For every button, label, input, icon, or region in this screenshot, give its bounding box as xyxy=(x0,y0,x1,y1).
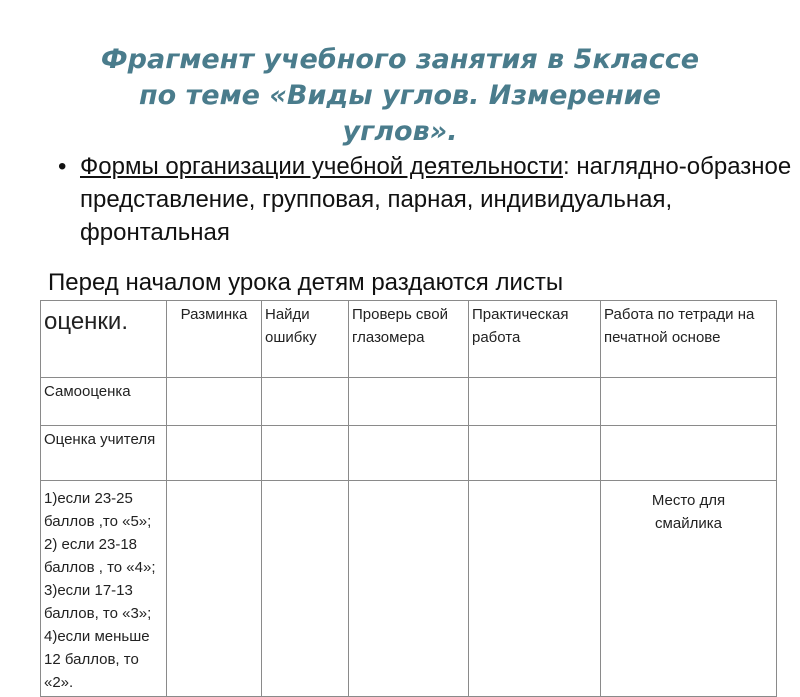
bullet-text: : наглядно-образное представление, групповая, парная, индивидуальная, фронтальная xyxy=(80,153,792,246)
grading-criteria xyxy=(41,481,167,697)
smiley-place-line-2: смайлика xyxy=(655,515,722,532)
row-label-self-assessment: Самооценка xyxy=(41,378,167,426)
intro-text: Перед началом урока детям раздаются листы xyxy=(48,269,564,296)
table-cell xyxy=(167,426,262,481)
bullet-item xyxy=(58,150,800,249)
table-cell xyxy=(167,378,262,426)
table-row xyxy=(41,481,777,697)
table-cell xyxy=(262,481,349,697)
table-cell xyxy=(349,378,469,426)
table-row xyxy=(41,378,777,426)
table-cell xyxy=(349,481,469,697)
criteria-item: 4)если меньше 12 баллов, то «2». xyxy=(44,628,150,691)
row-label-teacher-assessment: Оценка учителя xyxy=(41,426,167,481)
header-warmup: Разминка xyxy=(167,301,262,378)
header-find-error: Найди ошибку xyxy=(262,301,349,378)
grading-table xyxy=(40,300,777,697)
table-cell xyxy=(469,481,601,697)
table-cell xyxy=(469,378,601,426)
smiley-place-line-1: Место для xyxy=(651,492,726,509)
page-title xyxy=(20,42,780,150)
table-cell xyxy=(469,426,601,481)
criteria-item: 1)если 23-25 баллов ,то «5»; xyxy=(44,490,152,530)
table-cell xyxy=(167,481,262,697)
header-workbook: Работа по тетради на печатной основе xyxy=(601,301,777,378)
bullet-lead: Формы организации учебной деятельности xyxy=(80,153,563,180)
title-line-3: углов». xyxy=(342,116,458,147)
table-cell xyxy=(349,426,469,481)
title-line-1: Фрагмент учебного занятия в 5классе xyxy=(100,44,700,75)
criteria-item: 2) если 23-18 баллов , то «4»; xyxy=(44,536,156,576)
table-cell xyxy=(262,378,349,426)
table-cell xyxy=(601,378,777,426)
title-line-2: по теме «Виды углов. Измерение xyxy=(139,80,661,111)
header-practical: Практическая работа xyxy=(469,301,601,378)
table-header-row xyxy=(41,301,777,378)
header-eye-check: Проверь свой глазомера xyxy=(349,301,469,378)
smiley-place-cell xyxy=(601,481,777,697)
header-cell-first: оценки. xyxy=(41,301,167,378)
table-row xyxy=(41,426,777,481)
bullet-marker: • xyxy=(58,153,67,180)
table-cell xyxy=(601,426,777,481)
table-cell xyxy=(262,426,349,481)
criteria-item: 3)если 17-13 баллов, то «3»; xyxy=(44,582,152,622)
